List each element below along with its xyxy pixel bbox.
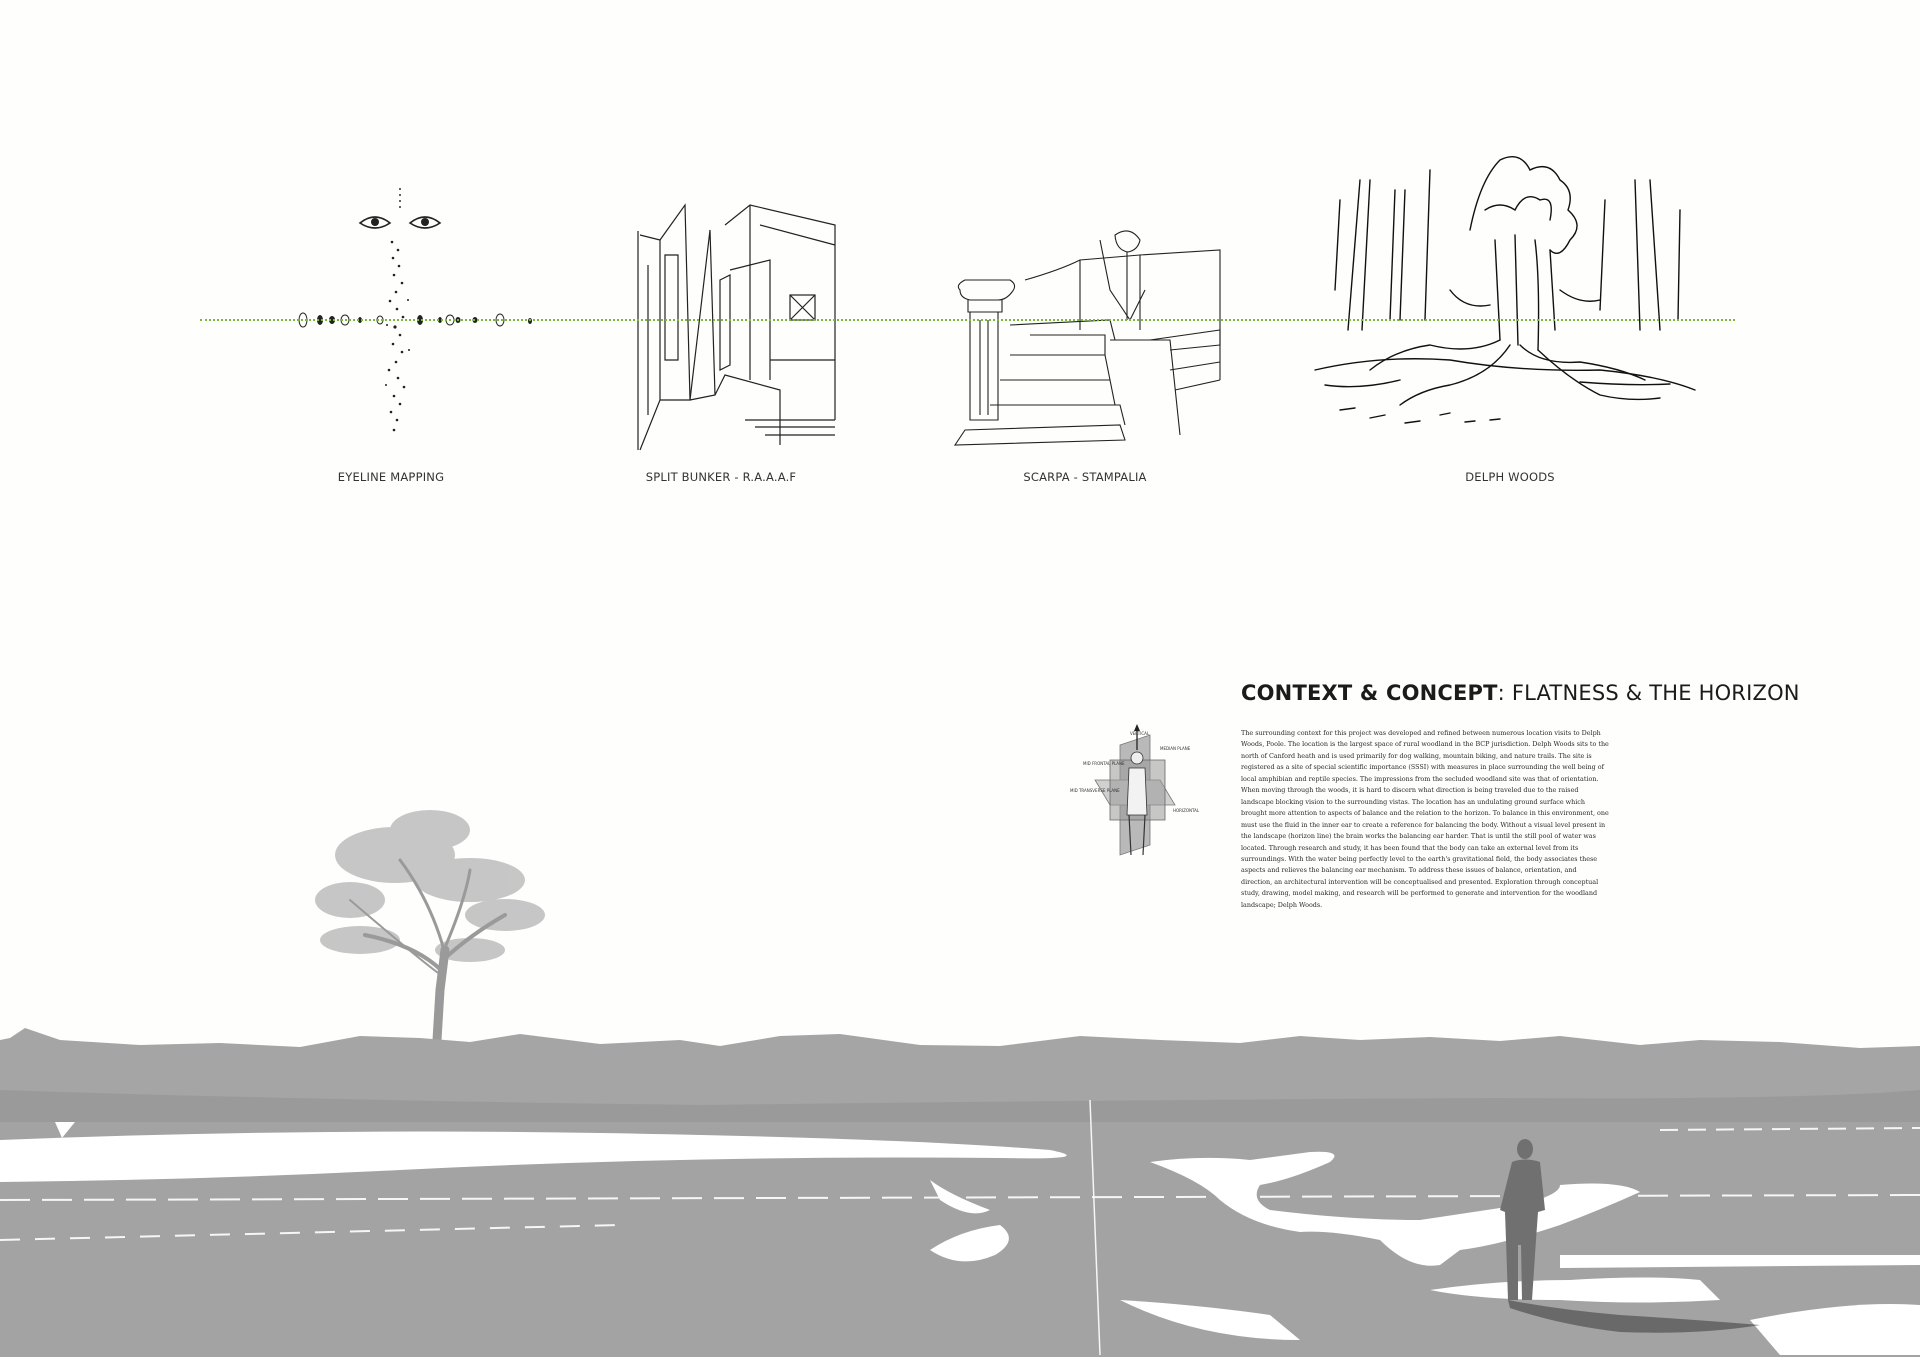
label-median-plane: MEDIAN PLANE (1160, 746, 1191, 751)
heading-regular-part: : FLATNESS & THE HORIZON (1497, 681, 1800, 705)
section-heading (1241, 681, 1800, 705)
caption-split-bunker: SPLIT BUNKER - R.A.A.A.F (645, 470, 797, 484)
heading-bold-part: CONTEXT & CONCEPT (1241, 681, 1498, 705)
caption-delph-woods: DELPH WOODS (1465, 470, 1555, 484)
caption-scarpa-stampalia: SCARPA - STAMPALIA (1023, 470, 1147, 484)
delph-woods-drawing (1300, 140, 1710, 440)
label-vertical: VERTICAL (1130, 731, 1150, 736)
scarpa-stampalia-drawing (940, 230, 1225, 450)
horizon-guide-line (200, 319, 1735, 321)
landscape-scene (0, 800, 1920, 1357)
caption-eyeline-mapping: EYELINE MAPPING (337, 470, 445, 484)
label-horizontal: HORIZONTAL (1173, 808, 1200, 813)
context-body-text: The surrounding context for this project was developed and refined between numerous location visits to Delph Woods, Poole. The location is the largest space of rural woodland in the BCP jurisdiction. Delph Woods sits to the north of Canford heath and is used primarily for dog walking, mountain biking, and nature trails. The site is registered as a site of special scientific importance (SSSI) with measures in place surrounding the well being of local amphibian and reptile species. The impressions from the secluded woodland site was that of orientation. When moving through the woods, it is hard to discern what direction is being traveled due to the raised landscape blocking vision to the surrounding vistas. The location has an undulating ground surface which brought more attention to aspects of balance and the relation to the horizon. To balance in this environment, one must use the fluid in the inner ear to create a reference for balancing the body. Without a visual level present in the landscape (horizon line) the brain works the balancing ear harder. That is until the still pool of water was located. Through research and study, it has been found that the body can take an external level from its surroundings. With the water being perfectly level to the earth's gravitational field, the body associates these aspects and relieves the balancing ear mechanism. To address these issues of balance, orientation, and direction, an architectural intervention will be conceptualised and presented. Exploration through conceptual study, drawing, model making, and research will be performed to generate and intervention for the woodland landscape; Delph Woods. (1241, 729, 1609, 909)
label-mid-frontal-plane: MID FRONTAL PLANE (1083, 761, 1125, 766)
tree-silhouette (315, 810, 545, 1040)
label-mid-transverse-plane: MID TRANSVERSE PLANE (1070, 788, 1120, 793)
split-bunker-drawing (630, 195, 845, 455)
